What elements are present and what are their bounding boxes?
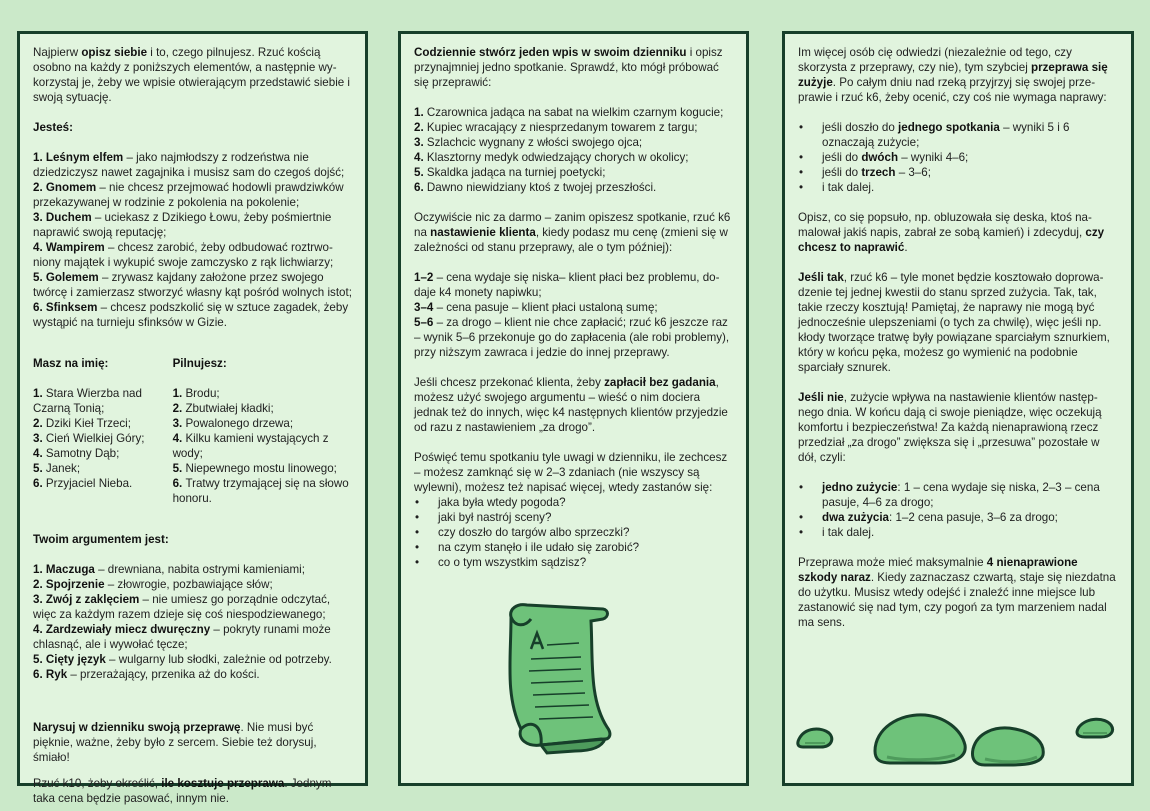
intro-paragraph: Najpierw opisz siebie i to, czego pilnujesz. Rzuć kością osobno na każdy z poniższych elementów, a następnie wykorzystaj je, żeby we wpisie otwierającym przedstawić siebie i swoją sytuację. xyxy=(33,46,351,104)
item-title: Zwój z zaklęciem xyxy=(45,593,140,606)
reactions-list xyxy=(414,270,733,360)
wear-text: i tak dalej. xyxy=(822,181,875,194)
item-title: Zardzewiały miecz dwuręczny xyxy=(45,623,211,636)
item-text: Zbutwiałej kładki; xyxy=(185,402,274,415)
list-item xyxy=(33,386,173,416)
penalty-text: i tak dalej. xyxy=(822,526,875,539)
item-text: Dziki Kieł Trzeci; xyxy=(45,417,131,430)
item-number: 5. xyxy=(414,166,427,179)
wear-pre: jeśli doszło do xyxy=(822,121,899,134)
draw-paragraph: Narysuj w dzienniku swoją przeprawę. Nie musi być pięknie, ważne, żeby było z sercem. Siebie też dorysuj, śmiało! xyxy=(33,721,317,764)
penalty-bold: jedno zużycie xyxy=(822,481,898,494)
list-item xyxy=(414,315,733,360)
item-title: Cięty język xyxy=(45,653,106,666)
item-number: 4. xyxy=(33,623,46,636)
argument-heading: Twoim argumentem jest: xyxy=(33,533,169,546)
list-item xyxy=(173,416,352,431)
list-item xyxy=(33,667,352,682)
item-text: Janek; xyxy=(45,462,81,475)
list-item xyxy=(33,622,352,652)
item-text: – złowrogie, pozbawiające słów; xyxy=(104,578,273,591)
item-text: Szlachcic wygnany z włości swojego ojca; xyxy=(426,136,643,149)
item-text: Samotny Dąb; xyxy=(45,447,120,460)
item-text: – nie chcesz przejmować hodowli prawdziwków przekazywanej w rodzinie z pokolenia na pokolenie; xyxy=(33,181,344,209)
penalty-item xyxy=(798,525,1118,540)
attention-paragraph: Poświęć temu spotkaniu tyle uwagi w dzienniku, ile zechcesz – możesz zamknąć się w 2–3 zdaniach (nie wszyscy są wylewni), możesz też napisać więcej, wtedy zastanów się: xyxy=(414,451,728,494)
question-item: • co o tym wszystkim sądzisz? xyxy=(414,555,733,570)
item-text: Kilku kamieni wystających z wody; xyxy=(172,432,329,460)
wear-text: – wyniki 5 i 6 oznaczają zużycie; xyxy=(822,121,1070,149)
item-text: Tratwy trzymającej się na słowo honoru. xyxy=(172,477,349,505)
item-number: 5–6 xyxy=(414,316,434,329)
item-title: Spojrzenie xyxy=(45,578,105,591)
item-number: 1. xyxy=(33,387,46,400)
jestes-list xyxy=(33,150,352,330)
wear-bold: jednego spotkania xyxy=(898,121,1000,134)
item-text: Przyjaciel Nieba. xyxy=(45,477,133,490)
list-item xyxy=(33,592,352,622)
item-text: – cena wydaje się niska– klient płaci bez problemu, dodaje k4 monety napiwku; xyxy=(414,271,720,299)
item-text: – zrywasz kajdany założone przez swojego twórcę i zamierzasz stworzyć własny kąt pośród wolnych istot; xyxy=(33,271,352,299)
list-item xyxy=(33,476,173,491)
item-number: 2. xyxy=(33,417,46,430)
list-item xyxy=(33,210,352,240)
describe-paragraph: Opisz, co się popsuło, np. obluzowała się deska, ktoś namalował jakiś napis, zabrał ze sobą kamień) i zdecyduj, czy chcesz to naprawić. xyxy=(798,211,1105,254)
item-title: Wampirem xyxy=(45,241,105,254)
item-title: Maczuga xyxy=(45,563,95,576)
item-text: – chcesz podszkolić się w sztuce zagadek, żeby wystąpić na turnieju sfinksów w Gizie. xyxy=(33,301,349,329)
item-text: Powalonego drzewa; xyxy=(185,417,294,430)
penalty-text: : 1–2 cena pasuje, 3–6 za drogo; xyxy=(889,511,1058,524)
item-number: 3. xyxy=(172,417,186,430)
pilnujesz-heading: Pilnujesz: xyxy=(172,357,227,370)
column-journal xyxy=(398,31,749,786)
list-item xyxy=(33,150,352,180)
question-item: • jaka była wtedy pogoda? xyxy=(414,495,733,510)
list-item xyxy=(173,386,352,401)
imie-heading: Masz na imię: xyxy=(33,357,109,370)
item-title: Ryk xyxy=(45,668,68,681)
item-number: 2. xyxy=(33,181,46,194)
item-text: – za drogo – klient nie chce zapłacić; rzuć k6 jeszcze raz – wynik 5–6 przekonuje go do zapłacenia (ale robi problemy), przy niższym zawraca i jedzie do innej przeprawy. xyxy=(414,316,730,359)
item-text: – drewniana, nabita ostrymi kamieniami; xyxy=(94,563,305,576)
imie-list xyxy=(33,386,173,491)
list-item xyxy=(33,461,173,476)
item-number: 5. xyxy=(33,271,46,284)
item-title: Gnomem xyxy=(45,181,97,194)
item-text: Czarownica jadąca na sabat na wielkim czarnym kogucie; xyxy=(426,106,724,119)
item-text: Klasztorny medyk odwiedzający chorych w okolicy; xyxy=(426,151,689,164)
item-text: – pokryty runami może chlasnąć, ale i wywołać tęcze; xyxy=(33,623,331,651)
list-item xyxy=(414,300,733,315)
max-paragraph: Przeprawa może mieć maksymalnie 4 nienaprawione szkody naraz. Kiedy zaznaczasz czwartą, staje się niezdatna do użytku. Musisz wtedy odejść i znaleźć inne miejsce lub zastanowić się nad tym, czy pogoń za tym marzeniem nadal ma sens. xyxy=(798,556,1116,629)
name-and-guard-table xyxy=(33,356,352,506)
list-item xyxy=(33,180,352,210)
list-item xyxy=(414,120,733,135)
item-number: 4. xyxy=(33,241,46,254)
list-item xyxy=(173,461,352,476)
list-item xyxy=(173,431,352,461)
list-item xyxy=(33,652,352,667)
list-item xyxy=(414,135,733,150)
wear-bold: dwóch xyxy=(861,151,899,164)
item-number: 6. xyxy=(33,477,46,490)
scroll-with-letter-a-icon xyxy=(481,599,631,759)
list-item xyxy=(33,562,352,577)
wear-item xyxy=(798,165,1118,180)
penalty-item xyxy=(798,510,1118,525)
argument-list xyxy=(33,562,352,682)
item-text: – jako najmłodszy z rodzeństwa nie dziedziczysz nawet zagajnika i musisz sam do czegoś dojść; xyxy=(33,151,345,179)
item-number: 4. xyxy=(33,447,46,460)
penalty-bold: dwa zużycia xyxy=(822,511,890,524)
item-number: 2. xyxy=(172,402,186,415)
item-number: 1. xyxy=(172,387,186,400)
item-number: 3. xyxy=(33,593,46,606)
item-number: 3. xyxy=(33,211,46,224)
question-item: • na czym stanęło i ile udało się zarobić? xyxy=(414,540,733,555)
list-item xyxy=(414,150,733,165)
item-number: 3. xyxy=(33,432,46,445)
item-text: Stara Wierzba nad Czarną Tonią; xyxy=(33,387,142,415)
visitors-list xyxy=(414,105,733,195)
item-text: – wulgarny lub słodki, zależnie od potrzeby. xyxy=(105,653,332,666)
question-item: • czy doszło do targów albo sprzeczki? xyxy=(414,525,733,540)
item-number: 1. xyxy=(414,106,427,119)
item-number: 6. xyxy=(33,668,46,681)
item-number: 6. xyxy=(33,301,46,314)
column-character xyxy=(17,31,368,805)
price-paragraph: Oczywiście nic za darmo – zanim opiszesz spotkanie, rzuć k6 na nastawienie klienta, kiedy podasz mu cenę (zmieni się w zależności od stanu przeprawy, ale o tym później): xyxy=(414,211,731,254)
item-number: 6. xyxy=(414,181,427,194)
list-item xyxy=(414,270,733,300)
question-item: • jaki był nastrój sceny? xyxy=(414,510,733,525)
list-item xyxy=(173,401,352,416)
item-number: 1. xyxy=(33,151,46,164)
item-number: 1–2 xyxy=(414,271,434,284)
list-item xyxy=(173,476,352,506)
item-title: Duchem xyxy=(45,211,92,224)
no-list xyxy=(798,480,1118,540)
list-item xyxy=(33,300,352,330)
item-number: 1. xyxy=(33,563,46,576)
item-number: 4. xyxy=(414,151,427,164)
item-text: – uciekasz z Dzikiego Łowu, żeby pośmiertnie naprawić swoją reputację; xyxy=(33,211,332,239)
wear-item xyxy=(798,150,1118,165)
jestes-heading: Jesteś: xyxy=(33,121,73,134)
item-number: 5. xyxy=(172,462,186,475)
list-item xyxy=(414,165,733,180)
item-title: Sfinksem xyxy=(45,301,98,314)
river-stones-icon xyxy=(795,699,1120,774)
item-title: Leśnym elfem xyxy=(45,151,124,164)
wear-item xyxy=(798,120,1118,150)
list-item xyxy=(33,416,173,431)
wear-pre: jeśli do xyxy=(822,166,862,179)
questions-list xyxy=(414,495,733,570)
item-text: Brodu; xyxy=(185,387,220,400)
item-text: – przerażający, przenika aż do kości. xyxy=(67,668,260,681)
item-text: Cień Wielkiej Góry; xyxy=(45,432,145,445)
list-item xyxy=(33,240,352,270)
list-item xyxy=(33,577,352,592)
item-text: – chcesz zarobić, żeby odbudować roztrwoniony majątek i wykupić swoje zamczysko z rąk lichwiarzy; xyxy=(33,241,334,269)
no-paragraph: Jeśli nie, zużycie wpływa na nastawienie klientów następnego dnia. W końcu dają ci swoje pieniądze, więc oczekują komfortu i bezpieczeństwa! Za każdą nienaprawioną rzecz przedział „za drogo” zwiększa się i „przesuwa” pozostałe w dół, czyli: xyxy=(798,391,1102,464)
list-item xyxy=(414,180,733,195)
wear-item xyxy=(798,180,1118,195)
wear-text: – wyniki 4–6; xyxy=(898,151,969,164)
item-text: – cena pasuje – klient płaci ustaloną sumę; xyxy=(433,301,658,314)
item-number: 4. xyxy=(172,432,186,445)
item-number: 5. xyxy=(33,653,46,666)
wear-bold: trzech xyxy=(861,166,896,179)
item-number: 2. xyxy=(414,121,427,134)
item-number: 6. xyxy=(172,477,186,490)
wear-list xyxy=(798,120,1118,195)
pilnujesz-list xyxy=(173,386,352,506)
cost-paragraph: Rzuć k10, żeby określić, ile kosztuje przeprawa. Jednym taka cena będzie pasować, innym nie. xyxy=(33,777,332,805)
wear-pre: jeśli do xyxy=(822,151,862,164)
item-number: 3–4 xyxy=(414,301,434,314)
yes-paragraph: Jeśli tak, rzuć k6 – tyle monet będzie kosztowało doprowadzenie tej jednej kwestii do stanu sprzed zużycia. Tak, tak, takie rzeczy kosztują! Pamiętaj, że naprawy nie mogą być jednocześnie ulepszeniami (o tych za chwilę), więc jeśli np. kłody tworzące tratwę były powiązane sparciałym sznurkiem, który w końcu pęka, możesz go wymienić na podobnie sparciały sznurek. xyxy=(798,271,1110,374)
item-text: Dawno niewidziany ktoś z twojej przeszłości. xyxy=(426,181,657,194)
list-item xyxy=(33,446,173,461)
list-item xyxy=(33,270,352,300)
item-text: Skaldka jadąca na turniej poetycki; xyxy=(426,166,606,179)
penalty-item xyxy=(798,480,1118,510)
item-number: 2. xyxy=(33,578,46,591)
item-number: 5. xyxy=(33,462,46,475)
journal-intro: Codziennie stwórz jeden wpis w swoim dzienniku i opisz przynajmniej jedno spotkanie. Sprawdź, kto mógł próbować się przeprawić: xyxy=(414,46,723,89)
convince-paragraph: Jeśli chcesz przekonać klienta, żeby zapłacił bez gadania, możesz użyć swojego argumentu – wieść o nim dociera jednak też do innych, więc k4 następnych klientów przyjedzie od razu z nastawieniem „za drogo”. xyxy=(414,376,728,434)
item-text: Niepewnego mostu linowego; xyxy=(185,462,337,475)
item-number: 3. xyxy=(414,136,427,149)
item-text: Kupiec wracający z niesprzedanym towarem z targu; xyxy=(426,121,698,134)
wear-paragraph: Im więcej osób cię odwiedzi (niezależnie od tego, czy skorzysta z przeprawy, czy nie), tym szybciej przeprawa się zużyje. Po całym dniu nad rzeką przyjrzyj się swojej przeprawie i rzuć k6, żeby ocenić, czy coś nie wymaga naprawy: xyxy=(798,46,1108,104)
column-repairs xyxy=(782,31,1134,786)
item-title: Golemem xyxy=(45,271,99,284)
list-item xyxy=(33,431,173,446)
item-text: – nie umiesz go porządnie odczytać, więc za każdym razem dzieje się coś niespodziewanego; xyxy=(33,593,331,621)
wear-text: – 3–6; xyxy=(895,166,931,179)
penalty-text: : 1 – cena wydaje się niska, 2–3 – cena pasuje, 4–6 za drogo; xyxy=(822,481,1100,509)
list-item xyxy=(414,105,733,120)
